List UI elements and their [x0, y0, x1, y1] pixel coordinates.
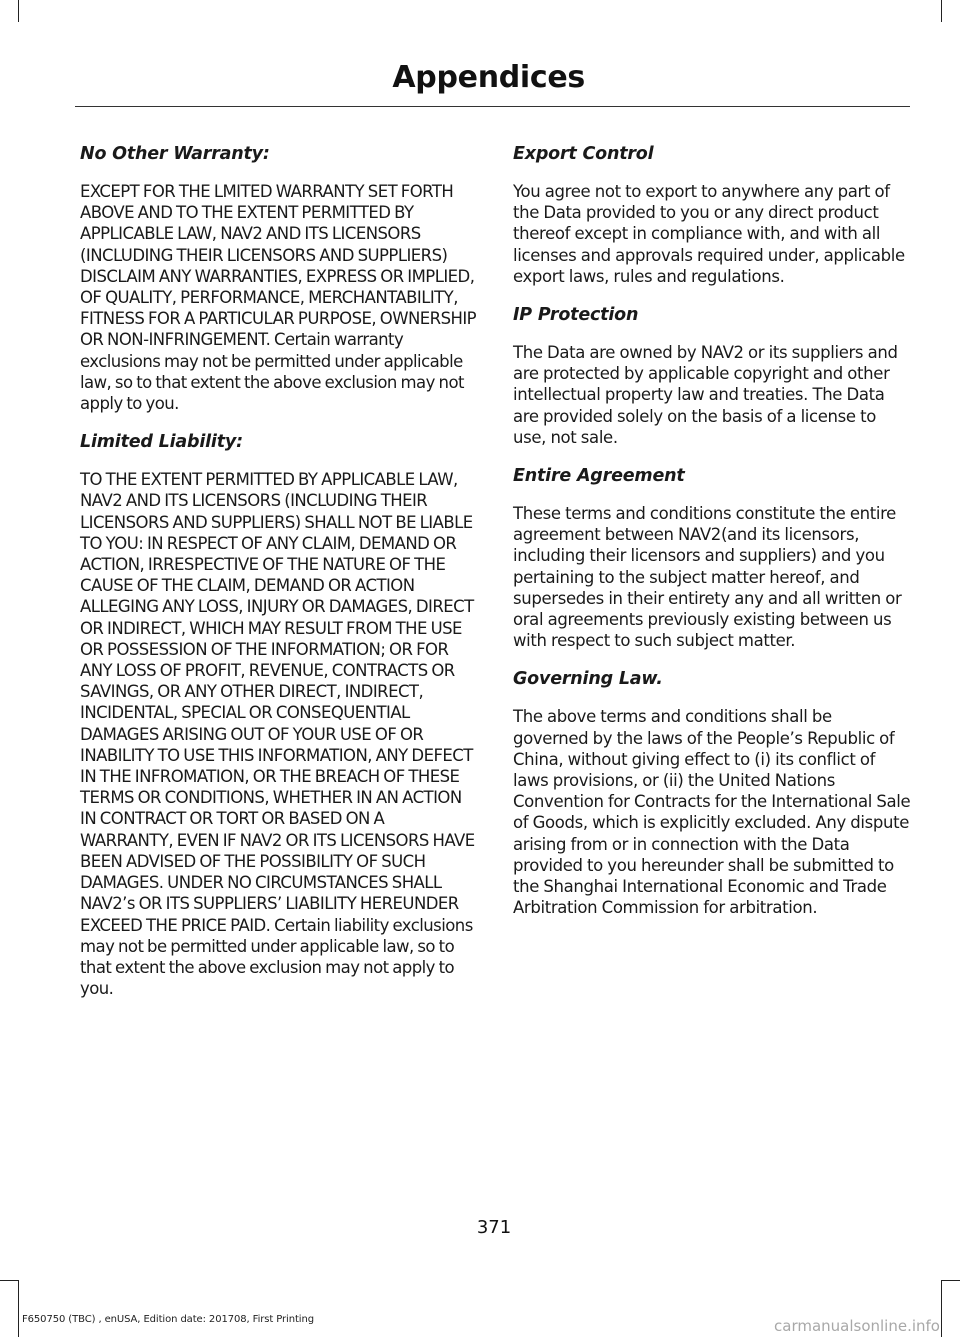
page-title: Appendices — [392, 60, 585, 95]
section-governing-law — [513, 665, 911, 918]
section-text: These terms and conditions constitute the entire agreement between NAV2(and its licensors, including their licensors and suppliers) and you pertaining to the subject matter hereof, and supersedes in their entirety any and all written or oral agreements previously existing between us with respect to such subject matter. — [513, 504, 902, 651]
section-limited-liability — [80, 428, 478, 999]
crop-mark-bottom-left-horizontal — [0, 1280, 18, 1281]
page-number: 371 — [476, 1217, 512, 1238]
crop-mark-bottom-left-vertical — [18, 1280, 19, 1337]
crop-mark-top-right-vertical — [941, 0, 942, 22]
section-heading: Limited Liability: — [80, 432, 243, 453]
header-divider — [75, 106, 910, 107]
section-heading: Export Control — [513, 144, 654, 164]
right-column — [513, 140, 911, 932]
crop-mark-bottom-right-vertical — [941, 1280, 942, 1337]
section-heading: IP Protection — [513, 305, 639, 326]
section-text: TO THE EXTENT PERMITTED BY APPLICABLE LAW, NAV2 AND ITS LICENSORS (INCLUDING THEIR LICENSORS AND SUPPLIERS) SHALL NOT BE LIABLE TO YOU: IN RESPECT OF ANY CLAIM, DEMAND OR ACTION, IRRESPECTIVE OF THE NATURE OF THE CAUSE OF THE CLAIM, DEMAND OR ACTION ALLEGING ANY LOSS, INJURY OR DAMAGES, DIRECT OR INDIRECT, WHICH MAY RESULT FROM THE USE OR POSSESSION OF THE INFORMATION; OR FOR ANY LOSS OF PROFIT, REVENUE, CONTRACTS OR SAVINGS, OR ANY OTHER DIRECT, INDIRECT, INCIDENTAL, SPECIAL OR CONSEQUENTIAL DAMAGES ARISING OUT OF YOUR USE OF OR INABILITY TO USE THIS INFORMATION, ANY DEFECT IN THE INFROMATION, OR THE BREACH OF THESE TERMS OR CONDITIONS, WHETHER IN AN ACTION IN CONTRACT OR TORT OR BASED ON A WARRANTY, EVEN IF NAV2 OR ITS LICENSORS HAVE BEEN ADVISED OF THE POSSIBILITY OF SUCH DAMAGES. UNDER NO CIRCUMSTANCES SHALL NAV2’s OR ITS SUPPLIERS’ LIABILITY HEREUNDER EXCEED THE PRICE PAID. Certain liability exclusions may not be permitted under applicable law, so to that extent the above exclusion may not apply to you. — [80, 470, 475, 999]
section-heading: No Other Warranty: — [80, 144, 270, 164]
section-entire-agreement — [513, 462, 911, 651]
section-heading: Governing Law. — [513, 669, 663, 690]
section-text: The Data are owned by NAV2 or its suppliers and are protected by applicable copyright and other intellectual property law and treaties. The Data are provided solely on the basis of a license to use, not sale. — [513, 343, 898, 447]
left-column — [80, 140, 478, 1013]
section-heading: Entire Agreement — [513, 466, 685, 487]
section-export-control — [513, 140, 911, 287]
watermark: carmanualsonline.info — [774, 1317, 940, 1335]
crop-mark-top-left-vertical — [18, 0, 19, 22]
crop-mark-bottom-right-horizontal — [941, 1280, 960, 1281]
section-ip-protection — [513, 301, 911, 448]
section-text: You agree not to export to anywhere any part of the Data provided to you or any direct product thereof except in compliance with, and with all licenses and approvals required under, applicable export laws, rules and regulations. — [513, 182, 905, 286]
section-no-other-warranty — [80, 140, 478, 414]
section-text: The above terms and conditions shall be governed by the laws of the People’s Republic of China, without giving effect to (i) its conflict of laws provisions, or (ii) the United Nations Convention for Contracts for the International Sale of Goods, which is explicitly excluded. Any dispute arising from or in connection with the Data provided to you hereunder shall be submitted to the Shanghai International Economic and Trade Arbitration Commission for arbitration. — [513, 707, 911, 918]
section-text: EXCEPT FOR THE LMITED WARRANTY SET FORTH ABOVE AND TO THE EXTENT PERMITTED BY APPLICABLE LAW, NAV2 AND ITS LICENSORS (INCLUDING THEIR LICENSORS AND SUPPLIERS) DISCLAIM ANY WARRANTIES, EXPRESS OR IMPLIED, OF QUALITY, PERFORMANCE, MERCHANTABILITY, FITNESS FOR A PARTICULAR PURPOSE, OWNERSHIP OR NON-INFRINGEMENT. Certain warranty exclusions may not be permitted under applicable law, so to that extent the above exclusion may not apply to you. — [80, 182, 477, 414]
footer-edition-info: F650750 (TBC) , enUSA, Edition date: 201708, First Printing — [22, 1314, 314, 1325]
